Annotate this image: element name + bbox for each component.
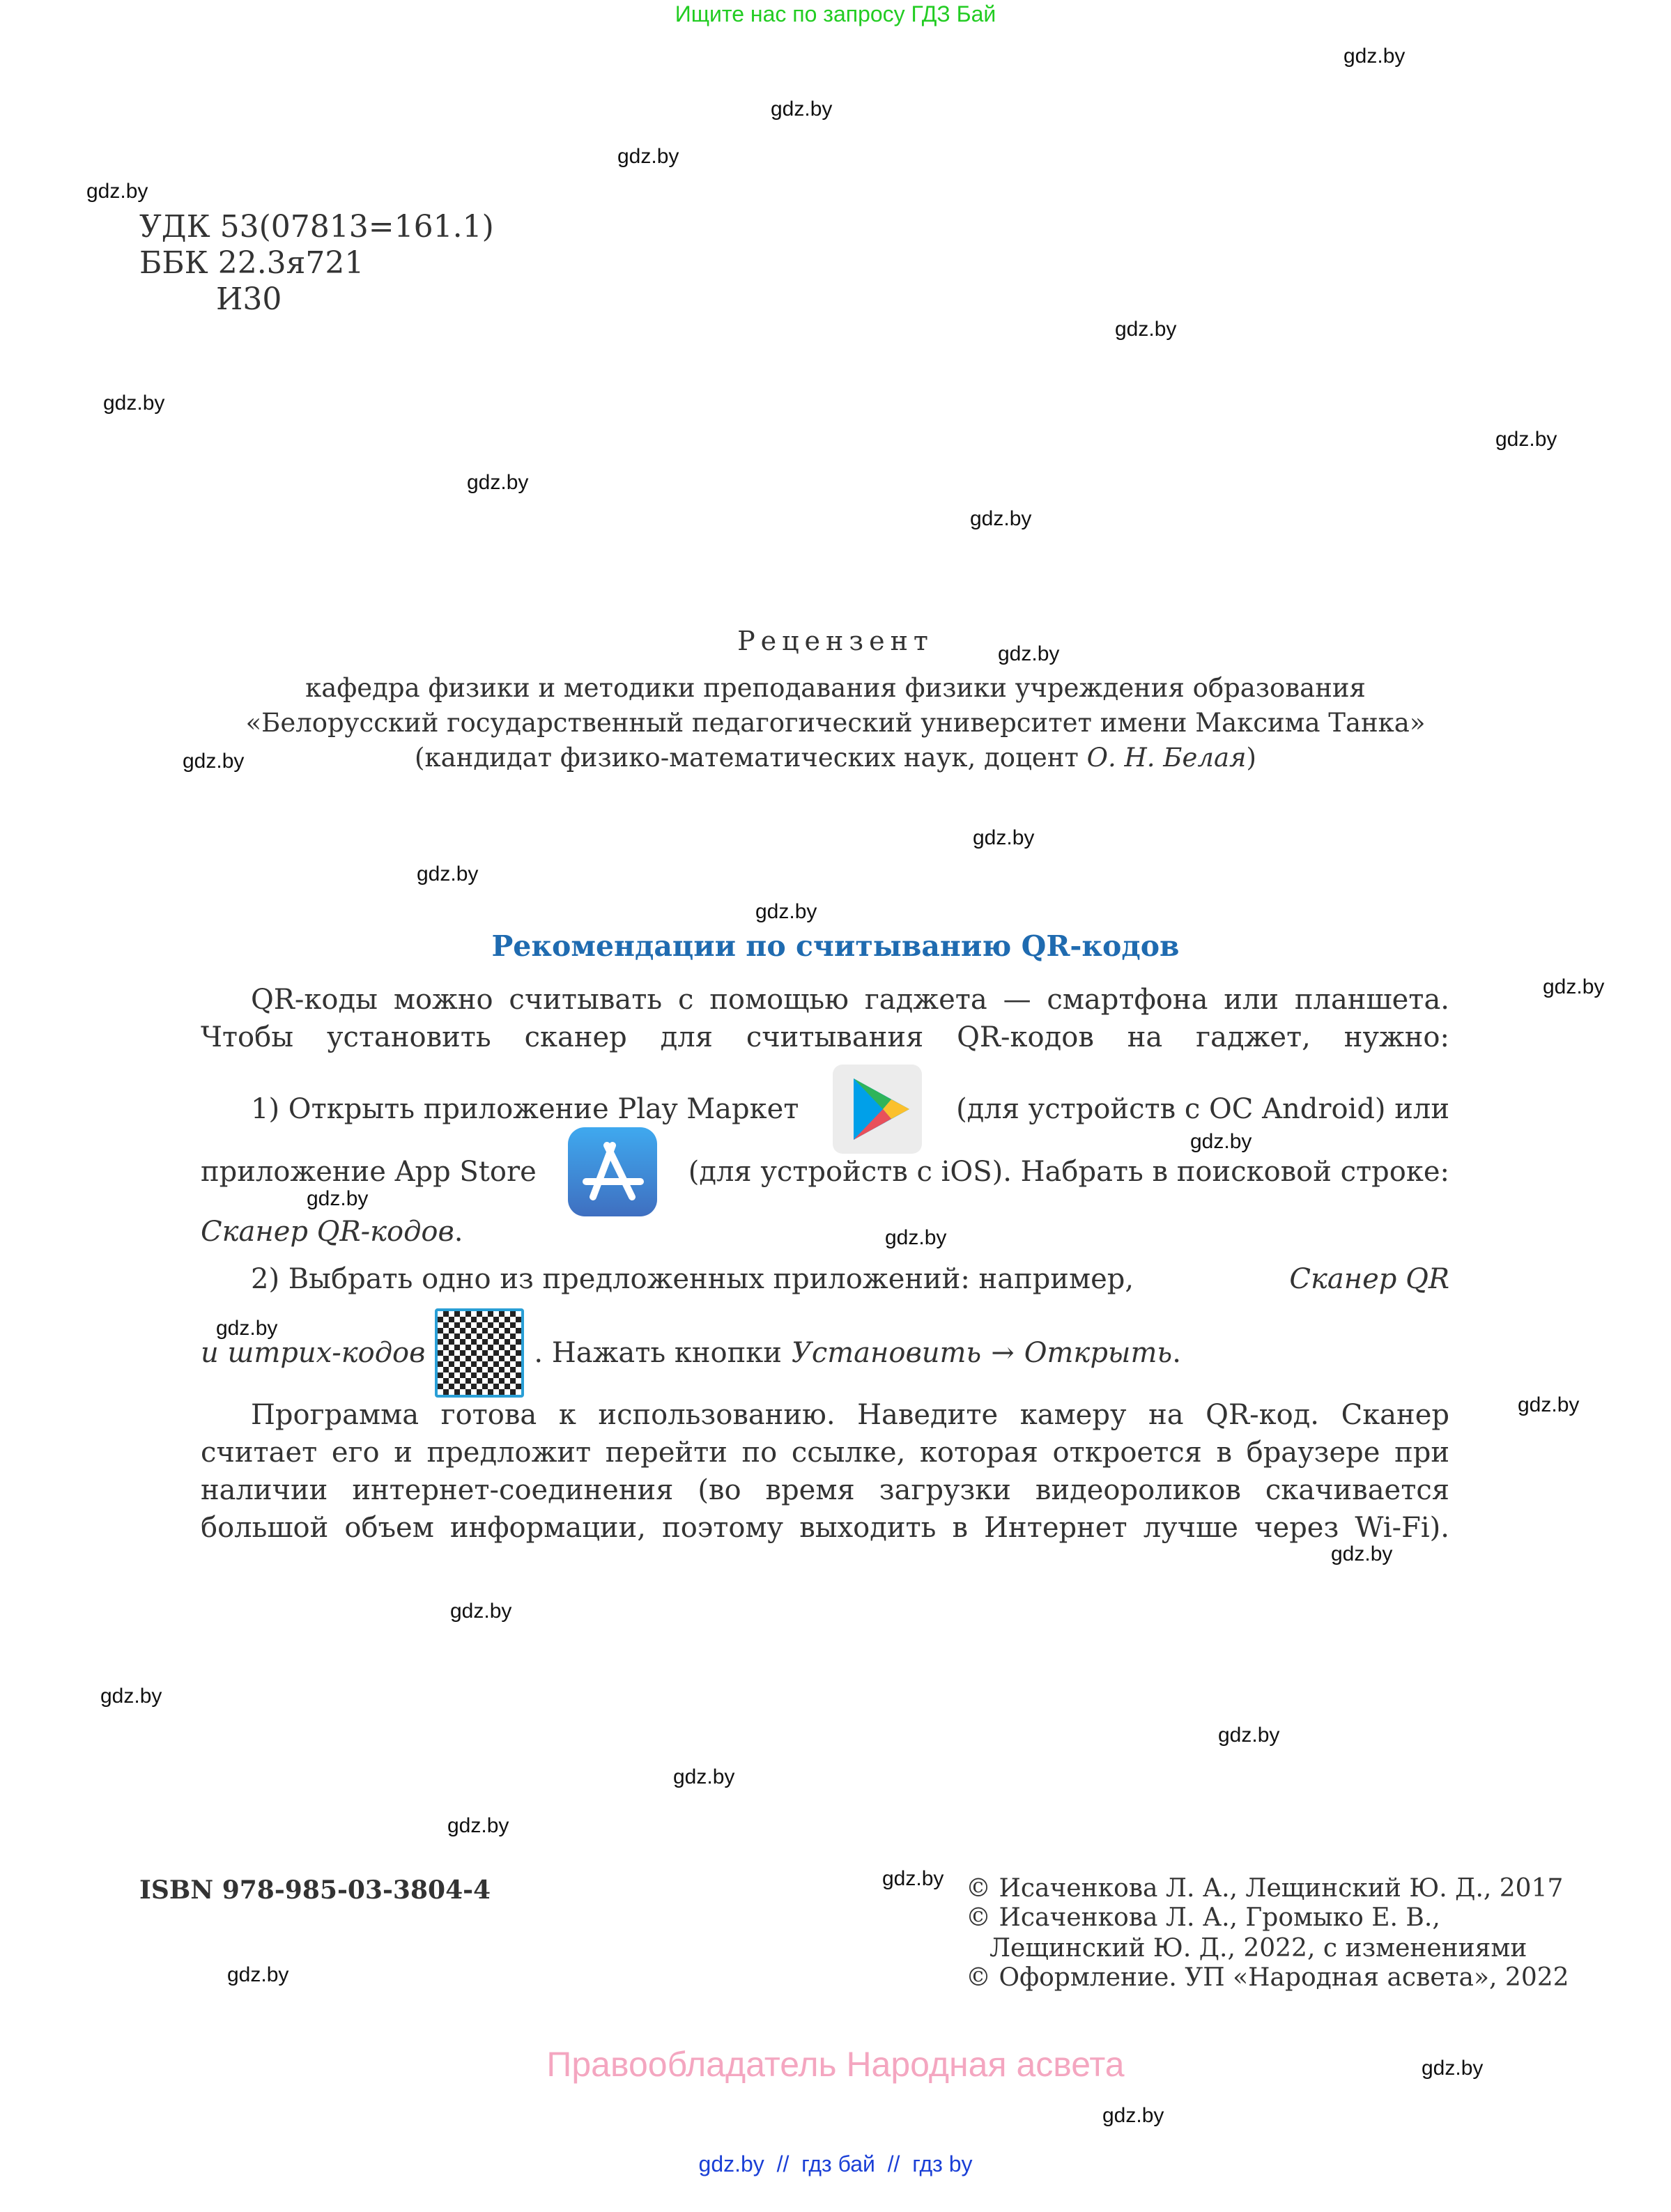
qr-code-icon: [435, 1308, 524, 1398]
arrow: →: [991, 1337, 1015, 1369]
watermark: gdz.by: [417, 863, 479, 885]
watermark: gdz.by: [1331, 1542, 1393, 1565]
watermark: gdz.by: [86, 180, 148, 203]
paragraph-3-line-4: большой объем информации, поэтому выходить в Интернет лучше через Wi-Fi).: [201, 1512, 1449, 1544]
app-name-part-1: Сканер QR: [1289, 1263, 1449, 1295]
watermark: gdz.by: [1102, 2104, 1164, 2127]
watermark: gdz.by: [1115, 318, 1177, 341]
footer-links[interactable]: gdz.by // гдз бай // гдз by: [698, 2151, 973, 2176]
isbn: ISBN 978-985-03-3804-4: [139, 1875, 491, 1905]
watermark: gdz.by: [100, 1685, 162, 1708]
section-title: Рекомендации по считыванию QR-кодов: [491, 929, 1180, 963]
reviewer-close: ): [1246, 743, 1256, 773]
step-1-period: .: [454, 1216, 463, 1248]
paragraph-1-line-1: QR-коды можно считывать с помощью гаджета — смартфона или планшета.: [251, 984, 1449, 1016]
copyright-line-3: Лещинский Ю. Д., 2022, с изменениями: [989, 1934, 1527, 1963]
bbk-code: ББК 22.3я721: [139, 245, 364, 281]
udk-code: УДК 53(07813=161.1): [139, 209, 494, 245]
watermark: gdz.by: [617, 145, 679, 168]
reviewer-heading: Рецензент: [737, 626, 934, 656]
reviewer-line-1: кафедра физики и методики преподавания физики учреждения образования: [305, 673, 1366, 703]
watermark: gdz.by: [1518, 1393, 1580, 1416]
open-button-label: Открыть: [1024, 1337, 1173, 1369]
step-1-text-b: (для устройств с ОС Android) или: [956, 1093, 1449, 1125]
watermark: gdz.by: [673, 1765, 735, 1788]
watermark: gdz.by: [771, 98, 833, 121]
reviewer-affiliation: (кандидат физико-математических наук, доцент: [415, 743, 1087, 773]
watermark: gdz.by: [183, 750, 245, 773]
watermark: gdz.by: [216, 1317, 278, 1340]
author-mark: И30: [216, 281, 282, 317]
watermark: gdz.by: [1422, 2057, 1484, 2080]
watermark: gdz.by: [307, 1187, 369, 1210]
step-2-line-1: [201, 1260, 1449, 1298]
rights-holder: Правообладатель Народная асвета: [546, 2045, 1125, 2084]
step-2-text-a: 2) Выбрать одно из предложенных приложений: например,: [251, 1263, 1134, 1295]
app-store-icon: [568, 1127, 657, 1216]
step-1-text-a: 1) Открыть приложение Play Маркет: [251, 1093, 799, 1125]
install-button-label: Установить: [791, 1337, 982, 1369]
watermark: gdz.by: [998, 642, 1060, 665]
watermark: gdz.by: [227, 1963, 289, 1986]
copyright-line-4: © Оформление. УП «Народная асвета», 2022: [966, 1963, 1569, 1992]
watermark: gdz.by: [885, 1226, 947, 1249]
reviewer-name: О. Н. Белая: [1086, 743, 1247, 773]
reviewer-line-2: «Белорусский государственный педагогический университет имени Максима Танка»: [245, 708, 1426, 738]
app-name-part-2: и штрих-кодов: [201, 1337, 426, 1369]
paragraph-3-line-3: наличии интернет-соединения (во время загрузки видеороликов скачивается: [201, 1474, 1449, 1506]
watermark: gdz.by: [447, 1814, 509, 1837]
copyright-line-2: © Исаченкова Л. А., Громыко Е. В.,: [966, 1903, 1440, 1932]
watermark: gdz.by: [1543, 975, 1605, 998]
top-banner[interactable]: Ищите нас по запросу ГДЗ Бай: [675, 1, 996, 26]
step-2-line-2: [201, 1308, 1449, 1398]
watermark: gdz.by: [1343, 45, 1406, 68]
copyright-line-1: © Исаченкова Л. А., Лещинский Ю. Д., 2017: [966, 1874, 1564, 1903]
scanner-search-term: Сканер QR-кодов: [201, 1216, 454, 1248]
watermark: gdz.by: [1190, 1130, 1252, 1153]
watermark: gdz.by: [450, 1600, 512, 1623]
step-1-text-c: приложение App Store: [201, 1156, 537, 1188]
paragraph-3-line-1: Программа готова к использованию. Наведите камеру на QR-код. Сканер: [251, 1399, 1449, 1431]
step-2-text-d: . Нажать кнопки: [534, 1337, 782, 1369]
reviewer-line-3: [0, 743, 1671, 773]
watermark: gdz.by: [1495, 428, 1557, 451]
step-2-period: .: [1172, 1337, 1181, 1369]
step-1-text-d: (для устройств с iOS). Набрать в поисковой строке:: [688, 1156, 1449, 1188]
watermark: gdz.by: [103, 392, 165, 415]
paragraph-1-line-2: Чтобы установить сканер для считывания QR-кодов на гаджет, нужно:: [201, 1021, 1449, 1053]
watermark: gdz.by: [467, 471, 529, 494]
paragraph-3-line-2: считает его и предложит перейти по ссылке, которая откроется в браузере при: [201, 1437, 1449, 1469]
watermark: gdz.by: [882, 1867, 944, 1890]
watermark: gdz.by: [970, 507, 1032, 530]
step-1-line-2: [201, 1127, 1449, 1216]
watermark: gdz.by: [973, 826, 1035, 849]
step-1-line-3: [201, 1213, 1449, 1251]
watermark: gdz.by: [755, 900, 817, 923]
watermark: gdz.by: [1218, 1724, 1280, 1747]
